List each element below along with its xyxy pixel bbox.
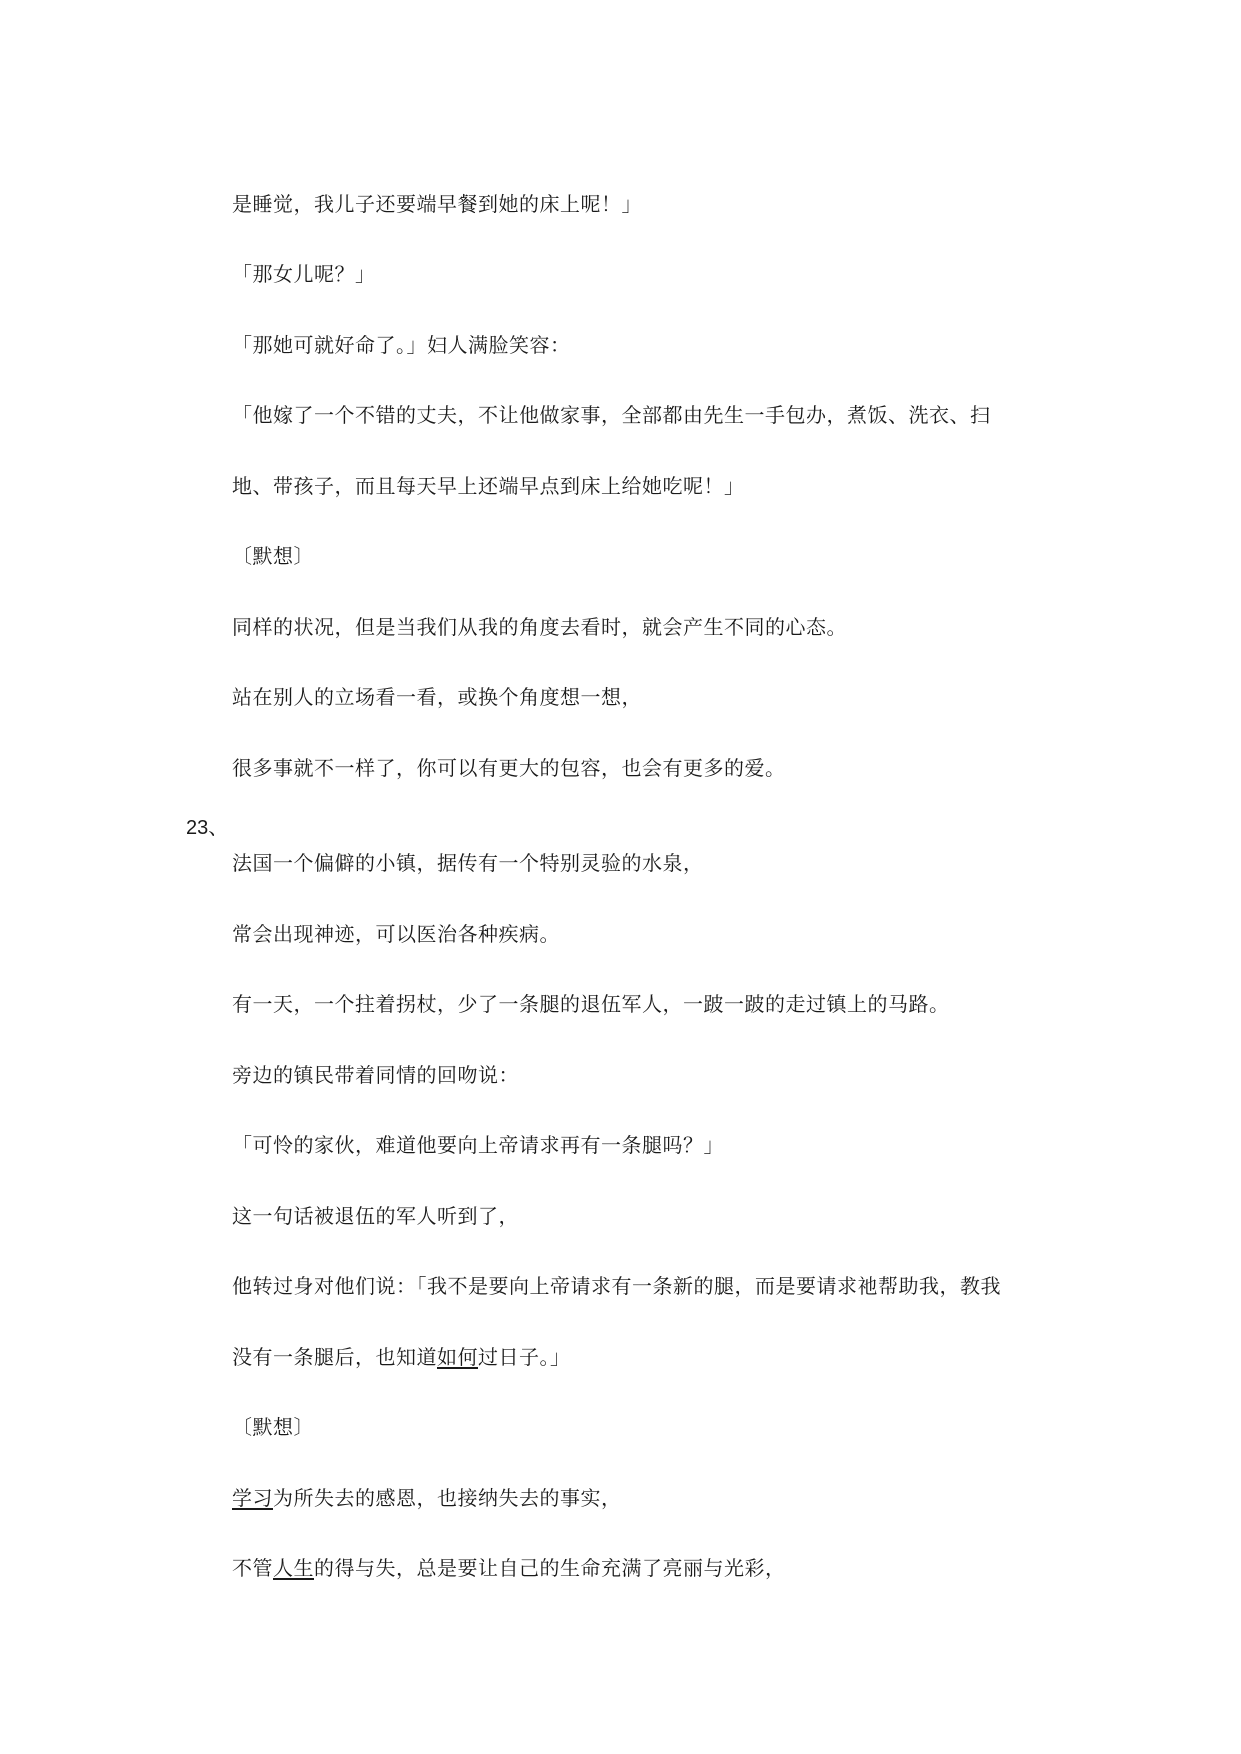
text-line: 同样的状况，但是当我们从我的角度去看时，就会产生不同的心态。 bbox=[232, 615, 847, 639]
text-segment: 不管 bbox=[232, 1556, 273, 1580]
text-line: 「那女儿呢？」 bbox=[232, 262, 376, 286]
text-line: 常会出现神迹，可以医治各种疾病。 bbox=[232, 922, 560, 946]
text-line bbox=[232, 1486, 622, 1510]
reflection-heading: 〔默想〕 bbox=[232, 544, 314, 568]
text-line: 旁边的镇民带着同情的回吻说： bbox=[232, 1063, 519, 1087]
text-line: 他转过身对他们说：「我不是要向上帝请求有一条新的腿，而是要请求祂帮助我，教我 bbox=[232, 1274, 1001, 1298]
text-line: 很多事就不一样了，你可以有更大的包容，也会有更多的爱。 bbox=[232, 756, 786, 780]
text-segment: 过日子。」 bbox=[478, 1345, 571, 1369]
text-segment: 为所失去的感恩，也接纳失去的事实， bbox=[273, 1486, 622, 1510]
text-line: 「可怜的家伙，难道他要向上帝请求再有一条腿吗？」 bbox=[232, 1133, 724, 1157]
underlined-text: 人生 bbox=[273, 1556, 314, 1580]
text-line: 「他嫁了一个不错的丈夫，不让他做家事，全部都由先生一手包办，煮饭、洗衣、扫 bbox=[232, 403, 991, 427]
text-line: 这一句话被退伍的军人听到了， bbox=[232, 1204, 519, 1228]
underlined-text: 如何 bbox=[437, 1345, 478, 1369]
underlined-text: 学习 bbox=[232, 1486, 273, 1510]
text-line: 是睡觉，我儿子还要端早餐到她的床上呢！」 bbox=[232, 192, 642, 216]
text-line bbox=[232, 1556, 786, 1580]
text-line bbox=[232, 1345, 571, 1369]
text-line: 地、带孩子，而且每天早上还端早点到床上给她吃呢！」 bbox=[232, 474, 745, 498]
text-line: 站在别人的立场看一看，或换个角度想一想， bbox=[232, 685, 642, 709]
text-segment: 没有一条腿后，也知道 bbox=[232, 1345, 437, 1369]
reflection-heading: 〔默想〕 bbox=[232, 1415, 314, 1439]
section-number: 23、 bbox=[186, 817, 229, 839]
text-line: 「那她可就好命了。」妇人满脸笑容： bbox=[232, 333, 571, 357]
text-segment: 的得与失，总是要让自己的生命充满了亮丽与光彩， bbox=[314, 1556, 786, 1580]
text-line: 法国一个偏僻的小镇，据传有一个特别灵验的水泉， bbox=[232, 851, 704, 875]
text-line: 有一天，一个拄着拐杖，少了一条腿的退伍军人，一跛一跛的走过镇上的马路。 bbox=[232, 992, 950, 1016]
